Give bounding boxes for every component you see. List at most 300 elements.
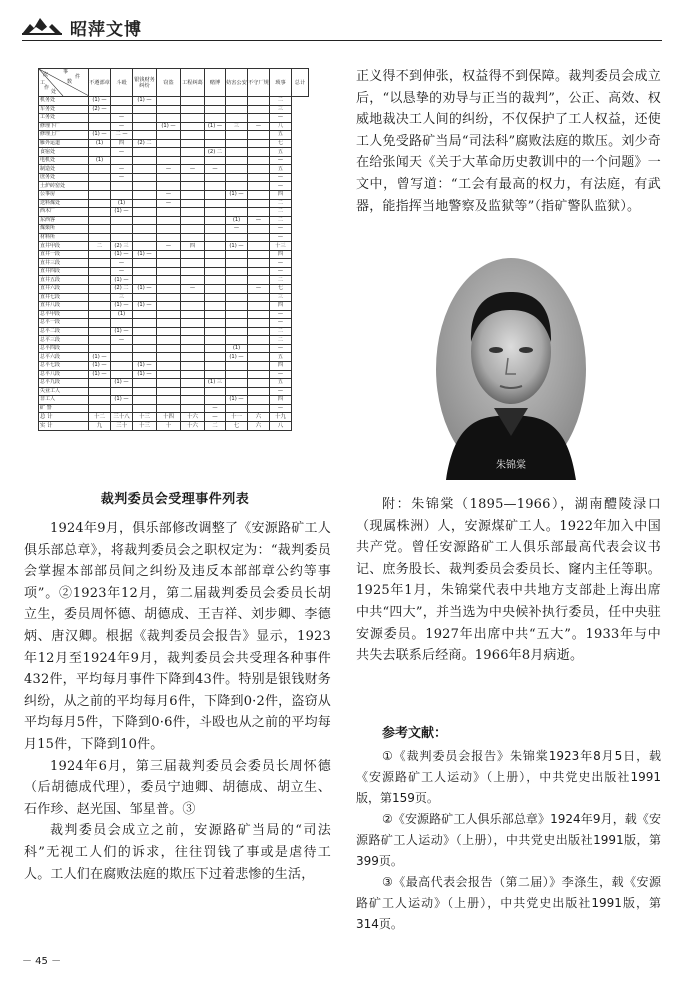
row-label: 总平九段 (39, 379, 89, 388)
table-cell (157, 97, 181, 106)
column-header: 总计 (292, 69, 309, 97)
paragraph-4: 正义得不到伸张，权益得不到保障。裁判委员会成立后，“以恳挚的劝导与正当的裁判”，公正、高效、权威地裁决工人间的纠纷，不仅保护了工人权益，还使工人免受路矿当局“司法科”腐败法庭的欺压。刘少奇在给张闻天《关于大革命历史教训中的一个问题》一文中，曾写道：“工会有最高的权力，有法庭，有武器，能指挥当地警察及监狱等”（指矿警队监狱）。 (356, 69, 661, 214)
table-cell (111, 353, 133, 362)
portrait-caption: 附：朱锦棠（1895—1966），湖南醴陵渌口（现属株洲）人，安源煤矿工人。1922年加入中国共产党。曾任安源路矿工人俱乐部最高代表会议书记、庶务股长、裁判委员会委员长、窿内主任等职。1925年1月，朱锦棠代表中共地方支部赴上海出席中共“四大”，并当选为中央候补执行委员，任中央驻安源委员。1927年出席中共“五大”。1933年与中共失去联系后经商。1966年8月病逝。 (356, 497, 661, 664)
table-cell (181, 114, 205, 123)
corner-label: 次 (43, 72, 49, 78)
table-cell: — (111, 336, 133, 345)
table-cell (89, 191, 111, 200)
table-cell (248, 361, 270, 370)
table-cell (111, 216, 133, 225)
table-cell: (2) 二 (133, 139, 157, 148)
table-header-row (39, 69, 309, 97)
row-label: 西木厂 (39, 208, 89, 217)
table-cell: 三十八 (111, 413, 133, 422)
table-cell: 二 (270, 97, 292, 106)
table-cell (248, 404, 270, 413)
table-row (39, 173, 309, 182)
table-cell (205, 267, 226, 276)
table-row (39, 396, 309, 405)
table-cell (111, 97, 133, 106)
table-row (39, 336, 309, 345)
table-cell: (1) — (205, 122, 226, 131)
row-label: 公事房 (39, 191, 89, 200)
row-label: 直井五段 (39, 276, 89, 285)
table-cell: (1) — (89, 97, 111, 106)
table-cell (226, 165, 248, 174)
table-cell (181, 156, 205, 165)
table-cell (226, 148, 248, 157)
table-row (39, 353, 309, 362)
table-cell: (1) — (133, 97, 157, 106)
table-cell (157, 105, 181, 114)
table-cell (133, 259, 157, 268)
table-cell: — (111, 122, 133, 131)
table-cell (181, 310, 205, 319)
table-cell: 十二 (89, 413, 111, 422)
table-cell: 四 (111, 139, 133, 148)
table-cell: — (111, 114, 133, 123)
table-cell (226, 336, 248, 345)
table-cell (89, 114, 111, 123)
table-row (39, 105, 309, 114)
table-cell: 四 (270, 396, 292, 405)
table-row (39, 302, 309, 311)
table-cell: 五 (270, 148, 292, 157)
table-cell (157, 310, 181, 319)
table-cell (205, 139, 226, 148)
table-cell: (1) — (133, 361, 157, 370)
table-cell (133, 156, 157, 165)
table-cell (226, 379, 248, 388)
table-cell: 六 (248, 413, 270, 422)
table-cell (248, 396, 270, 405)
portrait-image (436, 258, 586, 480)
table-cell (226, 139, 248, 148)
table-cell: — (157, 165, 181, 174)
table-cell (89, 396, 111, 405)
row-label: 东西客 (39, 216, 89, 225)
table-cell (111, 370, 133, 379)
table-cell (89, 165, 111, 174)
table-cell: 十三 (270, 242, 292, 251)
table-cell: (1) — (226, 396, 248, 405)
table-cell: 六 (248, 422, 270, 431)
table-cell (111, 233, 133, 242)
table-cell: (1) — (111, 396, 133, 405)
table-cell (181, 208, 205, 217)
table-cell (133, 293, 157, 302)
table-cell (89, 319, 111, 328)
table-row (39, 310, 309, 319)
row-label: 总平甲段 (39, 310, 89, 319)
table-cell: — (111, 259, 133, 268)
table-cell (157, 285, 181, 294)
table-cell: (1) — (133, 302, 157, 311)
table-cell (226, 199, 248, 208)
table-row (39, 225, 309, 234)
table-cell: 五 (270, 379, 292, 388)
table-row (39, 156, 309, 165)
table-cell (226, 293, 248, 302)
table-cell (89, 148, 111, 157)
table-cell (157, 387, 181, 396)
table-cell (205, 285, 226, 294)
table-cell: — (270, 114, 292, 123)
row-label: 直井八段 (39, 302, 89, 311)
table-cell (205, 259, 226, 268)
table-row (39, 191, 309, 200)
table-cell: 四 (270, 250, 292, 259)
table-row (39, 413, 309, 422)
corner-label: 数 (67, 79, 73, 85)
table-cell (248, 173, 270, 182)
table-cell (248, 344, 270, 353)
table-cell: — (248, 285, 270, 294)
table-cell (181, 267, 205, 276)
table-cell (111, 225, 133, 234)
table-cell (89, 122, 111, 131)
table-cell (157, 233, 181, 242)
table-cell: (1) — (133, 250, 157, 259)
table-cell (133, 396, 157, 405)
table-cell (248, 319, 270, 328)
header-rule (22, 40, 662, 41)
row-label: 直井一段 (39, 250, 89, 259)
table-cell: 十六 (181, 413, 205, 422)
table-cell (111, 319, 133, 328)
row-label: 失业工人 (39, 387, 89, 396)
table-cell: 四 (181, 242, 205, 251)
table-cell (181, 361, 205, 370)
table-cell (89, 233, 111, 242)
table-cell (133, 344, 157, 353)
table-cell (226, 327, 248, 336)
table-row (39, 148, 309, 157)
table-cell (89, 302, 111, 311)
table-cell: 三 (111, 293, 133, 302)
paragraph-2: 1924年6月，第三届裁判委员会委员长周怀德（后胡德成代理），委员宁迪卿、胡德成、胡立生、石作珍、赵光国、邹星普。③ (24, 758, 331, 817)
table-cell (89, 310, 111, 319)
table-cell: 十一 (226, 413, 248, 422)
table-cell: (1) (111, 199, 133, 208)
row-label: 总平七段 (39, 361, 89, 370)
row-label: 直井四段 (39, 267, 89, 276)
table-cell (157, 259, 181, 268)
table-cell: — (248, 122, 270, 131)
table-cell: 二 (89, 242, 111, 251)
table-cell (181, 131, 205, 140)
table-cell: (1) — (89, 361, 111, 370)
table-row (39, 404, 309, 413)
table-cell (133, 310, 157, 319)
table-cell (157, 148, 181, 157)
table-cell (181, 225, 205, 234)
table-cell: 十四 (157, 413, 181, 422)
table-cell (133, 242, 157, 251)
table-cell (181, 233, 205, 242)
table-cell (205, 319, 226, 328)
column-header: 琐事 (270, 69, 292, 97)
table-cell: (2) — (89, 105, 111, 114)
table-cell (133, 165, 157, 174)
corner-label: 件 (75, 74, 81, 80)
table-cell (133, 131, 157, 140)
table-cell (111, 191, 133, 200)
table-cell (89, 216, 111, 225)
table-cell: — (270, 267, 292, 276)
table-cell (248, 225, 270, 234)
table-cell: 十三 (133, 422, 157, 431)
table-cell (111, 344, 133, 353)
table-cell: (1) (89, 156, 111, 165)
table-cell (248, 370, 270, 379)
table-cell (248, 259, 270, 268)
row-label: 实 计 (39, 422, 89, 431)
table-cell (181, 191, 205, 200)
table-cell (157, 319, 181, 328)
table-cell (226, 302, 248, 311)
table-cell: (2) 二 (205, 148, 226, 157)
row-label: 工务处 (39, 114, 89, 123)
table-cell (248, 105, 270, 114)
table-cell (157, 182, 181, 191)
column-header: 不守厂规 (248, 69, 270, 97)
table-cell (133, 276, 157, 285)
table-cell (205, 302, 226, 311)
table-cell: 二 (270, 276, 292, 285)
paragraph-1: 1924年9月，俱乐部修改调整了《安源路矿工人俱乐部总章》，将裁判委员会之职权定为：“裁判委员会掌握本部部员间之纠纷及违反本部部章公约等事项”。②1923年12月，第二届裁判委员会委员长胡立生，委员周怀德、胡德成、王吉祥、刘步卿、李德炳、唐汉卿。根据《裁判委员会报告》显示，1923年12月至1924年9月，裁判委员会共受理各种事件432件，平均每月事件下降到43件。特别是银钱财务纠纷，从之前的平均每月6件，下降到0·2件，盗窃从平均每月5件，下降到0·6件，斗殴也从之前的平均每月15件，下降到10件。 (24, 521, 331, 752)
table-cell: — (270, 173, 292, 182)
table-cell (89, 387, 111, 396)
table-cell (248, 250, 270, 259)
table-cell (226, 310, 248, 319)
table-cell: — (270, 370, 292, 379)
table-row (39, 327, 309, 336)
table-cell (181, 404, 205, 413)
table-cell: 八 (270, 422, 292, 431)
table-cell (226, 259, 248, 268)
table-cell (157, 302, 181, 311)
table-cell (89, 250, 111, 259)
table-cell (133, 122, 157, 131)
table-cell (226, 267, 248, 276)
table-cell (89, 285, 111, 294)
table-cell (205, 310, 226, 319)
page-number: － 45 － (22, 956, 62, 967)
table-row (39, 199, 309, 208)
table-cell (205, 208, 226, 217)
table-cell (157, 370, 181, 379)
table-cell: — (270, 387, 292, 396)
row-label: 车务处 (39, 105, 89, 114)
table-cell: (1) — (226, 191, 248, 200)
table-cell: — (111, 165, 133, 174)
table-cell (181, 336, 205, 345)
table-cell (133, 148, 157, 157)
table-row (39, 319, 309, 328)
row-label: 总平六段 (39, 353, 89, 362)
cases-table (38, 68, 309, 431)
table-cell (157, 250, 181, 259)
table-cell (248, 114, 270, 123)
table-cell (133, 182, 157, 191)
table-cell: (1) — (133, 285, 157, 294)
table-cell (157, 139, 181, 148)
table-cell (248, 302, 270, 311)
table-cell (205, 114, 226, 123)
table-cell: (1) — (226, 242, 248, 251)
row-label: 庶务处 (39, 173, 89, 182)
table-cell: 二 (270, 208, 292, 217)
table-cell (248, 387, 270, 396)
corner-label: 处 (51, 89, 57, 95)
table-corner-cell (39, 69, 89, 97)
table-cell (181, 97, 205, 106)
row-label: 矿 警 (39, 404, 89, 413)
table-cell: 四 (270, 302, 292, 311)
table-cell (205, 199, 226, 208)
table-cell (133, 233, 157, 242)
table-cell (133, 199, 157, 208)
row-label: 电机处 (39, 156, 89, 165)
table-cell (181, 370, 205, 379)
table-cell: 三 (226, 122, 248, 131)
table-row (39, 131, 309, 140)
table-cell (248, 276, 270, 285)
table-cell: (1) (226, 344, 248, 353)
table-row (39, 387, 309, 396)
column-header: 赌博 (205, 69, 226, 97)
table-cell (226, 404, 248, 413)
table-cell (248, 199, 270, 208)
table-cell: — (226, 225, 248, 234)
table-cell: (1) — (111, 208, 133, 217)
row-label: 直井三段 (39, 259, 89, 268)
table-cell (133, 379, 157, 388)
table-cell (157, 353, 181, 362)
table-cell: (1) — (89, 131, 111, 140)
table-row (39, 276, 309, 285)
table-cell (89, 199, 111, 208)
table-cell: 四 (270, 191, 292, 200)
table-cell: 二 (270, 336, 292, 345)
table-cell: (1) — (157, 122, 181, 131)
row-label: 土炉砖窑处 (39, 182, 89, 191)
table-cell: 三十 (111, 422, 133, 431)
table-cell: 二 (270, 199, 292, 208)
table-cell: 三 (270, 293, 292, 302)
table-cell (205, 396, 226, 405)
table-cell (133, 319, 157, 328)
table-cell (248, 242, 270, 251)
table-cell: — (181, 165, 205, 174)
table-cell (133, 191, 157, 200)
table-cell (226, 105, 248, 114)
table-cell (205, 344, 226, 353)
row-label: 总平一段 (39, 319, 89, 328)
table-cell (205, 182, 226, 191)
corner-label: 工 (40, 80, 46, 86)
portrait-label: 朱锦棠 (496, 460, 526, 471)
corner-label: 作 (44, 85, 50, 91)
row-label: 直井甲段 (39, 242, 89, 251)
table-cell: (1) — (111, 379, 133, 388)
table-cell: 八 (270, 122, 292, 131)
row-label: 雁外运道 (39, 139, 89, 148)
table-row (39, 242, 309, 251)
table-cell (205, 97, 226, 106)
table-cell (133, 105, 157, 114)
table-cell (205, 336, 226, 345)
table-cell: 四 (270, 361, 292, 370)
table-cell (248, 233, 270, 242)
table-cell: 五 (270, 353, 292, 362)
table-cell (205, 225, 226, 234)
column-header: 不遵部章 (89, 69, 111, 97)
table-cell: (1) — (111, 276, 133, 285)
table-cell (181, 148, 205, 157)
row-label: 送料煤处 (39, 199, 89, 208)
row-label: 材料所 (39, 233, 89, 242)
row-label: 制造处 (39, 165, 89, 174)
table-cell (226, 156, 248, 165)
table-cell: 二 (205, 422, 226, 431)
portrait-photo (436, 258, 586, 480)
table-row (39, 344, 309, 353)
table-cell: — (111, 173, 133, 182)
table-cell (89, 404, 111, 413)
table-cell (157, 379, 181, 388)
table-cell (157, 225, 181, 234)
table-cell (133, 327, 157, 336)
table-row (39, 114, 309, 123)
table-cell (248, 353, 270, 362)
table-cell (181, 302, 205, 311)
column-header: 银钱财务纠纷 (133, 69, 157, 97)
column-header: 工程纠葛 (181, 69, 205, 97)
table-cell (157, 327, 181, 336)
table-cell (248, 379, 270, 388)
table-cell: (1) — (111, 250, 133, 259)
table-cell: 十三 (133, 413, 157, 422)
table-cell: — (157, 199, 181, 208)
table-cell (89, 336, 111, 345)
table-cell (133, 208, 157, 217)
row-label: 煤栗所 (39, 225, 89, 234)
table-cell (133, 225, 157, 234)
reference-item: ②《安源路矿工人俱乐部总章》1924年9月，载《安源路矿工人运动》（上册），中共党史出版社1991版，第399页。 (356, 812, 661, 868)
table-cell (226, 182, 248, 191)
table-row (39, 97, 309, 106)
table-cell: 二 (270, 216, 292, 225)
row-label: 直井七段 (39, 293, 89, 302)
table-cell (157, 293, 181, 302)
table-cell: 七 (270, 139, 292, 148)
table-cell (157, 396, 181, 405)
table-cell: — (270, 344, 292, 353)
table-row (39, 379, 309, 388)
table-cell (226, 173, 248, 182)
table-row (39, 165, 309, 174)
references-title: 参考文献： (382, 726, 448, 741)
table-cell (226, 370, 248, 379)
references-list (356, 746, 661, 935)
table-cell (205, 361, 226, 370)
table-cell (157, 156, 181, 165)
table-cell: 十六 (181, 422, 205, 431)
table-cell (181, 276, 205, 285)
